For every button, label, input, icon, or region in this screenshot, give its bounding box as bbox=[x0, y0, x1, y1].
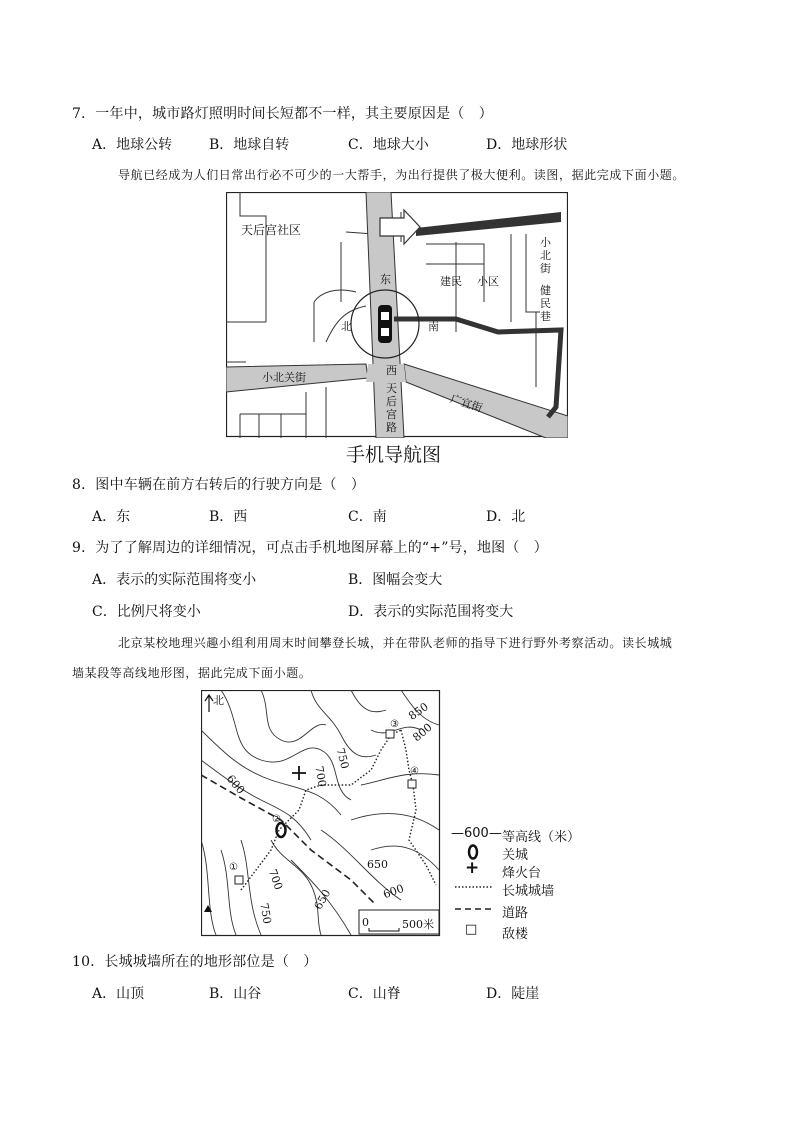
point-1: ① bbox=[229, 862, 238, 873]
navigation-map-caption: 手机导航图 bbox=[346, 444, 442, 466]
intro-great-wall-line2: 墙某段等高线地形图，据此完成下面小题。 bbox=[72, 666, 312, 680]
question-8-stem: 8．图中车辆在前方右转后的行驶方向是（ ） bbox=[72, 477, 366, 493]
question-9-option-b[interactable]: B．图幅会变大 bbox=[348, 572, 443, 588]
legend-tower-symbol: □ bbox=[465, 922, 478, 937]
intro-great-wall-line1: 北京某校地理兴趣小组利用周末时间攀登长城，并在带队老师的指导下进行野外考察活动。读长城城 bbox=[118, 636, 673, 650]
contour-north-label: 北 bbox=[213, 694, 224, 707]
contour-label-850: 850 bbox=[406, 700, 431, 723]
question-7-option-d[interactable]: D．地球形状 bbox=[486, 137, 568, 153]
legend-road-text: 道路 bbox=[502, 906, 529, 921]
contour-label-650-b: 650 bbox=[311, 887, 334, 912]
legend-beacon-symbol: + bbox=[465, 858, 480, 878]
question-8-option-a[interactable]: A．东 bbox=[92, 509, 131, 525]
contour-label-700-b: 700 bbox=[265, 867, 286, 892]
contour-label-650-a: 650 bbox=[367, 858, 388, 871]
contour-label-600-b: 600 bbox=[381, 881, 406, 902]
label-jianmin-lane: 健民巷 bbox=[540, 284, 551, 323]
point-3: ③ bbox=[390, 719, 399, 730]
legend-road-icon bbox=[455, 904, 495, 914]
question-9-option-c[interactable]: C．比例尺将变小 bbox=[92, 604, 201, 620]
label-xiaobei-street: 小北街 bbox=[540, 236, 551, 275]
question-7-option-c[interactable]: C．地球大小 bbox=[348, 137, 429, 153]
question-10-stem: 10．长城城墙所在的地形部位是（ ） bbox=[72, 954, 318, 970]
contour-label-750: 750 bbox=[333, 746, 352, 771]
point-2: ② bbox=[272, 814, 281, 825]
question-7-option-a[interactable]: A．地球公转 bbox=[92, 137, 173, 153]
legend-contour-symbol: —600— bbox=[451, 826, 502, 841]
question-10-option-a[interactable]: A．山顶 bbox=[92, 986, 145, 1002]
legend-beacon-text: 烽火台 bbox=[502, 866, 542, 881]
contour-label-700: 700 bbox=[312, 765, 329, 788]
question-8-option-d[interactable]: D．北 bbox=[486, 509, 526, 525]
label-tianhougong-road: 天后宫路 bbox=[386, 382, 397, 434]
direction-north: 北 bbox=[341, 320, 352, 333]
question-7-stem: 7．一年中，城市路灯照明时间长短都不一样，其主要原因是（ ） bbox=[72, 106, 493, 122]
question-8-option-c[interactable]: C．南 bbox=[348, 509, 387, 525]
question-9-option-d[interactable]: D．表示的实际范围将变大 bbox=[348, 604, 514, 620]
legend-wall-text: 长城城墙 bbox=[502, 884, 555, 899]
label-xiaoqu: 小区 bbox=[477, 275, 499, 288]
legend-pass-text: 关城 bbox=[502, 848, 529, 863]
label-xiaobeiguan-street: 小北关街 bbox=[262, 371, 306, 384]
question-8-option-b[interactable]: B．西 bbox=[209, 509, 248, 525]
legend-tower-text: 敌楼 bbox=[502, 927, 529, 942]
contour-label-600-a: 600 bbox=[223, 772, 248, 797]
legend-wall-icon bbox=[455, 882, 495, 892]
scale-zero: 0 bbox=[362, 916, 369, 929]
question-10-option-d[interactable]: D．陡崖 bbox=[486, 986, 540, 1002]
legend-contour-text: 等高线（米） bbox=[502, 830, 581, 845]
contour-label-750-b: 750 bbox=[257, 902, 274, 925]
question-9-stem: 9．为了了解周边的详细情况，可点击手机地图屏幕上的“+”号，地图（ ） bbox=[72, 540, 548, 556]
label-tianhou-community: 天后宫社区 bbox=[241, 223, 302, 237]
intro-navigation: 导航已经成为人们日常出行必不可少的一大帮手，为出行提供了极大便利。读图，据此完成下面小题。 bbox=[118, 168, 686, 182]
direction-east: 东 bbox=[380, 273, 391, 286]
question-9-option-a[interactable]: A．表示的实际范围将变小 bbox=[92, 572, 257, 588]
contour-label-800: 800 bbox=[410, 720, 435, 745]
label-guangyi-street: 广宜街 bbox=[448, 392, 485, 415]
scale-label: 500米 bbox=[402, 918, 434, 931]
question-7-option-b[interactable]: B．地球自转 bbox=[209, 137, 290, 153]
label-jianmin: 建民 bbox=[440, 275, 462, 288]
direction-south: 南 bbox=[428, 320, 439, 333]
question-10-option-b[interactable]: B．山谷 bbox=[209, 986, 262, 1002]
point-4: ④ bbox=[410, 766, 419, 777]
direction-west: 西 bbox=[386, 364, 397, 377]
question-10-option-c[interactable]: C．山脊 bbox=[348, 986, 401, 1002]
